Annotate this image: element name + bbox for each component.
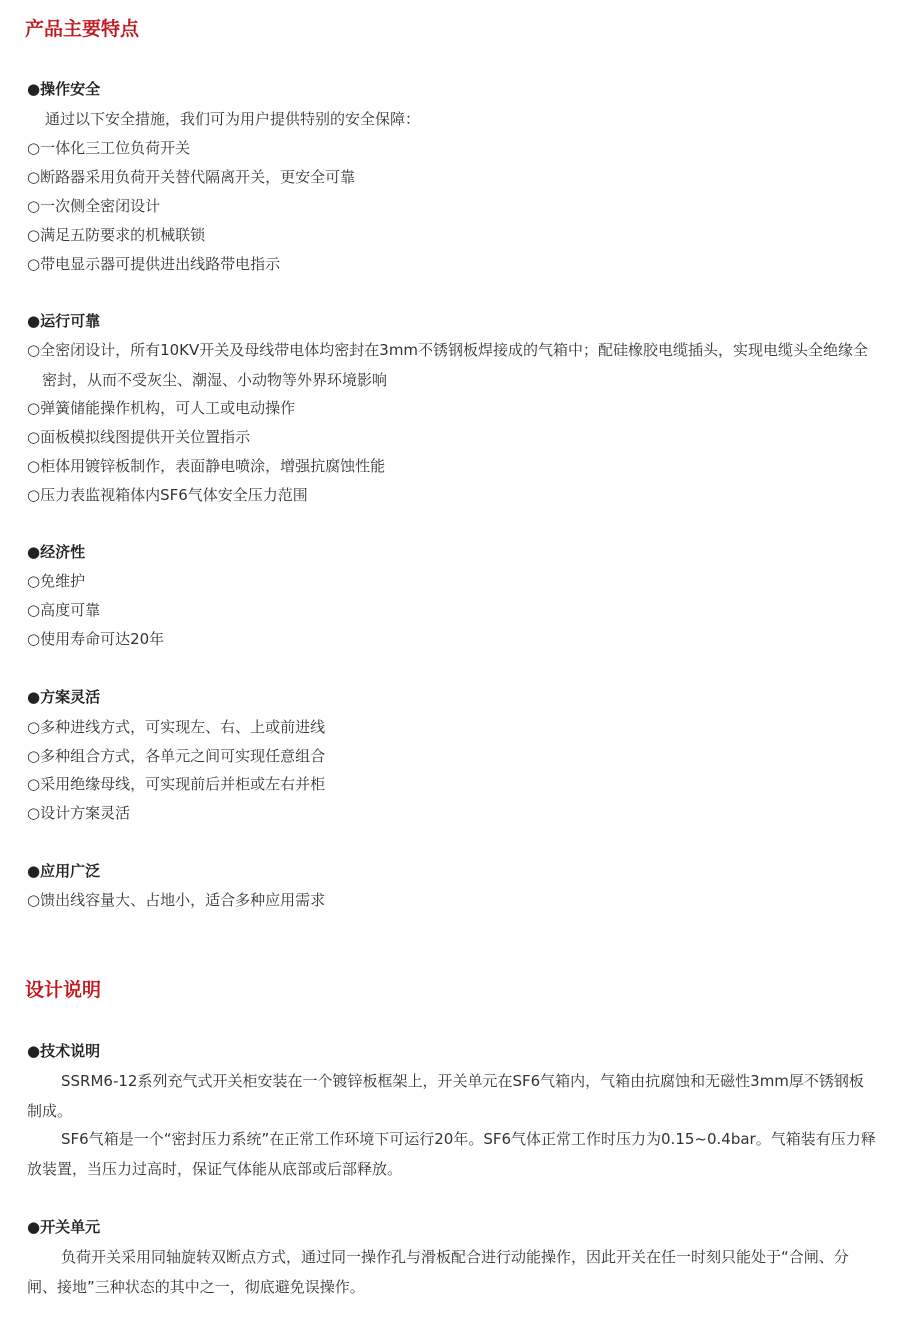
heading-wide-application: ●应用广泛 [27,862,101,880]
safety-intro: 通过以下安全措施，我们可为用户提供特别的安全保障： [45,110,421,128]
section-title-design: 设计说明 [25,979,102,1001]
safety-item: ○一体化三工位负荷开关 [27,139,191,157]
reliable-item: ○压力表监视箱体内SF6气体安全压力范围 [27,486,308,504]
switch-paragraph: 负荷开关采用同轴旋转双断点方式，通过同一操作孔与滑板配合进行动能操作，因此开关在任一时刻只能处于“合闸、分闸、接地”三种状态的其中之一，彻底避免误操作。 [27,1248,849,1296]
safety-item: ○一次侧全密闭设计 [27,197,161,215]
heading-economic: ●经济性 [27,543,86,561]
flexible-item: ○采用绝缘母线，可实现前后并柜或左右并柜 [27,775,326,793]
flexible-item: ○设计方案灵活 [27,804,131,822]
reliable-item: ○柜体用镀锌板制作，表面静电喷涂，增强抗腐蚀性能 [27,457,386,475]
economic-item: ○使用寿命可达20年 [27,630,165,648]
heading-technical-notes: ●技术说明 [27,1042,101,1060]
heading-flexible-scheme: ●方案灵活 [27,688,101,706]
safety-item: ○断路器采用负荷开关替代隔离开关，更安全可靠 [27,168,356,186]
flexible-item: ○多种进线方式，可实现左、右、上或前进线 [27,718,326,736]
flexible-item: ○多种组合方式，各单元之间可实现任意组合 [27,747,326,765]
safety-item: ○带电显示器可提供进出线路带电指示 [27,255,281,273]
tech-paragraph: SSRM6-12系列充气式开关柜安装在一个镀锌板框架上，开关单元在SF6气箱内，气箱由抗腐蚀和无磁性3mm厚不锈钢板制成。 [27,1072,864,1120]
heading-reliable-operation: ●运行可靠 [27,312,101,330]
safety-item: ○满足五防要求的机械联锁 [27,226,206,244]
section-title-features: 产品主要特点 [25,18,140,40]
tech-paragraph: SF6气箱是一个“密封压力系统”在正常工作环境下可运行20年。SF6气体正常工作时压力为0.15~0.4bar。气箱装有压力释放装置，当压力过高时，保证气体能从底部或后部释放。 [27,1130,876,1178]
reliable-item: ○弹簧储能操作机构，可人工或电动操作 [27,399,296,417]
wide-item: ○馈出线容量大、占地小，适合多种应用需求 [27,891,326,909]
economic-item: ○免维护 [27,572,86,590]
reliable-item: ○全密闭设计，所有10KV开关及母线带电体均密封在3mm不锈钢板焊接成的气箱中；配硅橡胶电缆插头，实现电缆头全绝缘全密封，从而不受灰尘、潮湿、小动物等外界环境影响 [27,341,869,389]
heading-operation-safety: ●操作安全 [27,80,101,98]
economic-item: ○高度可靠 [27,601,101,619]
reliable-item: ○面板模拟线图提供开关位置指示 [27,428,251,446]
heading-switch-unit: ●开关单元 [27,1218,101,1236]
